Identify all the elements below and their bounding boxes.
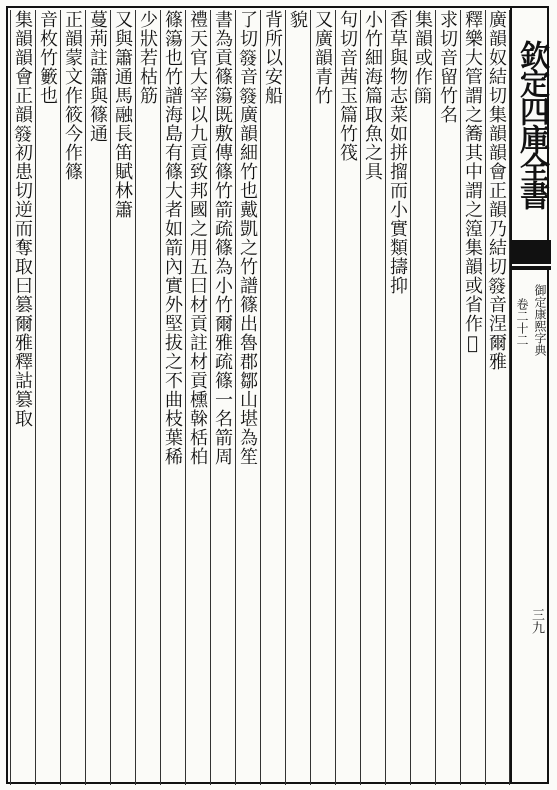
band-divider	[512, 264, 551, 266]
text-column: 釋樂大管謂之簥其中謂之篞集韻或省作𥬜	[460, 10, 485, 785]
text-column: 篠簜也竹譜海島有篠大者如箭內實外堅拔之不曲枝葉稀	[160, 10, 185, 785]
text-body	[10, 10, 510, 785]
text-column: 集韻韻會正韻𥳊初患切逆而奪取曰篡爾雅釋詁篡取	[10, 10, 35, 785]
text-column: 禮天官大宰以九貢致邦國之用五曰材貢註材貢櫄榦栝柏	[185, 10, 210, 785]
text-column: 正韻蒙文作筱今作篠	[60, 10, 85, 785]
text-column: 句切音茜玉篇竹筏	[335, 10, 360, 785]
margin-panel	[510, 8, 551, 782]
text-column: 書為貢篠簜既敷傳篠竹箭疏篠為小竹爾雅疏篠一名箭周	[210, 10, 235, 785]
text-column: 了切𥳊音𥳊廣韻細竹也戴凱之竹譜篠出魯郡鄒山堪為笙	[235, 10, 260, 785]
text-column: 香草與物志菜如拼㨨而小實類擣抑	[385, 10, 410, 785]
text-column: 又與簫通馬融長笛賦林簫	[110, 10, 135, 785]
book-subtitle: 御定康熙字典	[533, 284, 547, 356]
page-number: 三九	[529, 608, 544, 634]
text-column: 求切音留竹名	[435, 10, 460, 785]
text-column: 背所以安船	[260, 10, 285, 785]
text-column: 音枚竹籔也	[35, 10, 60, 785]
text-column: 少狀若枯筋	[135, 10, 160, 785]
text-column: 蔓荊註簫與篠通	[85, 10, 110, 785]
volume-label: 卷二十二	[515, 298, 529, 346]
text-column: 廣韻奴結切集韻韻會正韻乃結切𥳊音涅爾雅	[485, 10, 510, 785]
text-column: 又廣韻青竹	[310, 10, 335, 785]
text-column: 貌	[285, 10, 310, 785]
text-column: 小竹細海篇取魚之具	[360, 10, 385, 785]
book-title: 欽定四庫全書	[512, 8, 551, 242]
text-column: 集韻或作𥳐	[410, 10, 435, 785]
